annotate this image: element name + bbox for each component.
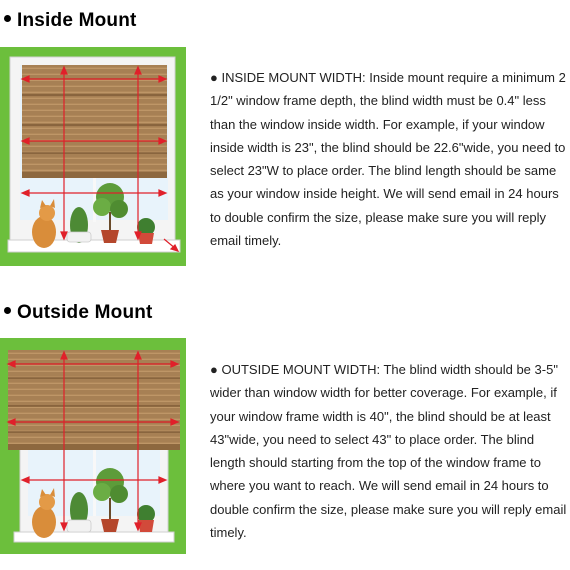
outside-mount-svg xyxy=(0,338,186,554)
bullet-icon xyxy=(4,307,11,314)
bamboo-blind xyxy=(8,350,180,450)
window-mullion xyxy=(93,177,96,222)
cat xyxy=(32,506,56,538)
bamboo-blind xyxy=(22,65,167,177)
inside-mount-title-text: Inside Mount xyxy=(17,10,137,31)
cat xyxy=(32,216,56,248)
inside-mount-title xyxy=(4,10,137,32)
bullet-icon xyxy=(4,15,11,22)
outside-mount-illustration xyxy=(0,338,186,554)
inside-mount-description: ● INSIDE MOUNT WIDTH: Inside mount require a minimum 2 1/2" window frame depth, the blind width must be 0.4" less than the window inside width. For example, if your window inside width is 23", the blind should be 22.6"wide, you need to select 23"W to place order. The blind length should be same as your window inside height. We will send email in 24 hours to double confirm the size, please make sure you will reply email timely. xyxy=(210,70,566,249)
inside-mount-illustration xyxy=(0,47,186,266)
window-sill xyxy=(8,240,180,252)
outside-mount-title-text: Outside Mount xyxy=(17,302,153,323)
outside-mount-description: ● OUTSIDE MOUNT WIDTH: The blind width should be 3-5" wider than window width for better coverage. For example, if your window frame width is 40", the blind should be at least 43"wide, you need to select 43" to place order. The blind length should starting from the top of the window frame to where you want to reach. We will send email in 24 hours to double confirm the size, please make sure you will reply email timely. xyxy=(210,362,567,541)
inside-mount-svg xyxy=(0,47,186,266)
window-mullion xyxy=(93,450,96,516)
outside-mount-title xyxy=(4,302,153,324)
